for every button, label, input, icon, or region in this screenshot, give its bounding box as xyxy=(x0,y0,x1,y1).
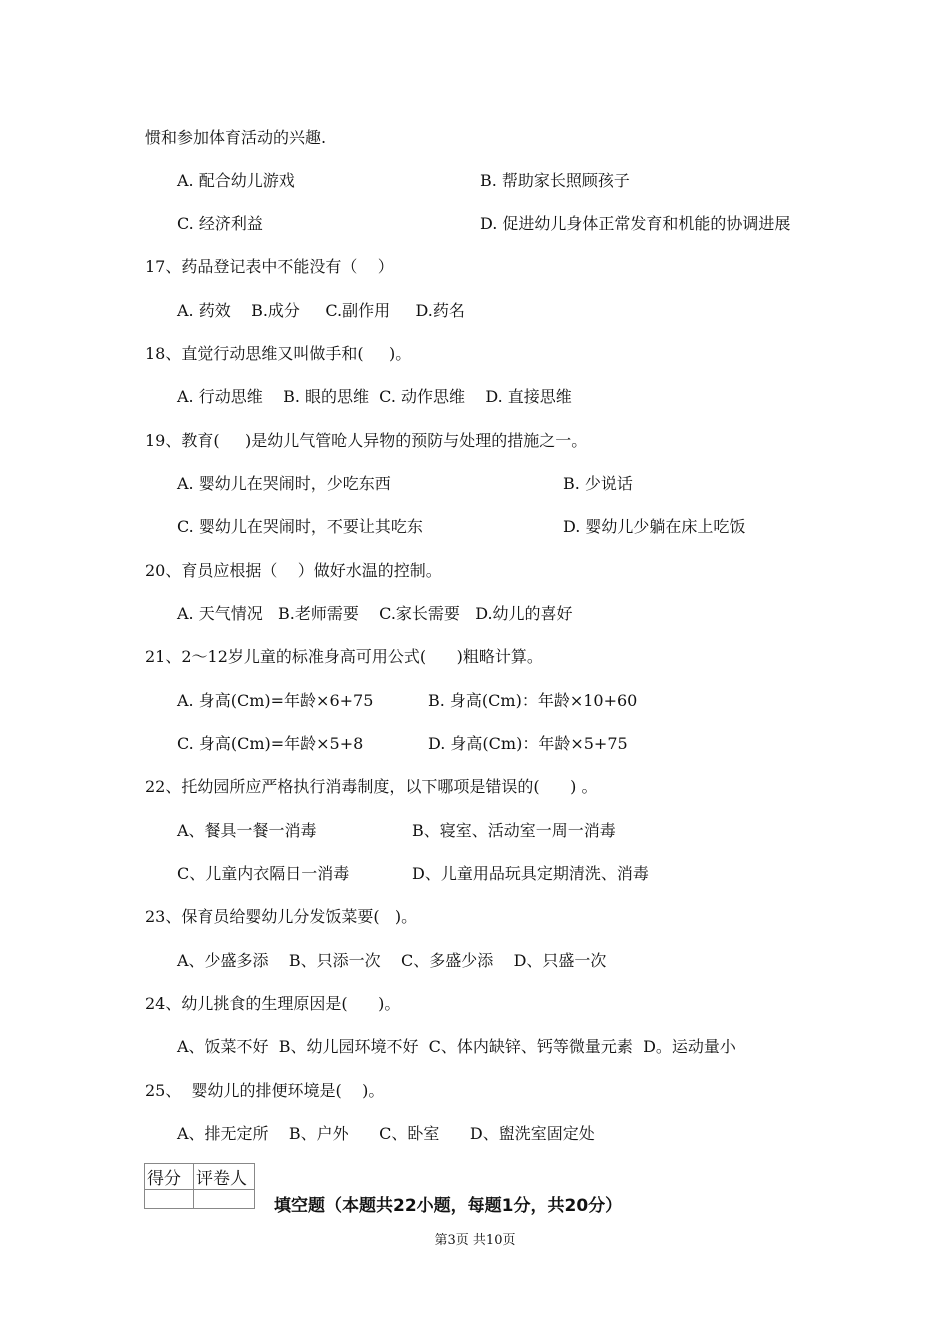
q21-option-b: B. 身高(Cm)：年龄×10+60 xyxy=(428,691,638,710)
q19-option-c: C. 婴幼儿在哭闹时，不要让其吃东 xyxy=(177,517,423,536)
section-title: 填空题（本题共22小题，每题1分，共20分） xyxy=(274,1196,623,1216)
q22-option-c: C、儿童内衣隔日一消毒 xyxy=(177,864,350,883)
score-cell[interactable] xyxy=(145,1190,194,1209)
q20-options: A. 天气情况 B.老师需要 C.家长需要 D.幼儿的喜好 xyxy=(177,604,573,623)
reviewer-label: 评卷人 xyxy=(194,1164,255,1190)
q22-option-b: B、寝室、活动室一周一消毒 xyxy=(412,821,616,840)
q17-stem: 17、药品登记表中不能没有（ ） xyxy=(145,257,394,276)
q21-option-d: D. 身高(Cm)：年龄×5+75 xyxy=(428,734,628,753)
q20-stem: 20、育员应根据（ ）做好水温的控制。 xyxy=(145,561,442,580)
score-label: 得分 xyxy=(145,1164,194,1190)
q22-option-d: D、儿童用品玩具定期清洗、消毒 xyxy=(412,864,649,883)
reviewer-cell[interactable] xyxy=(194,1190,255,1209)
q16-option-b: B. 帮助家长照顾孩子 xyxy=(480,171,630,190)
q24-stem: 24、幼儿挑食的生理原因是( )。 xyxy=(145,994,401,1013)
q22-stem: 22、托幼园所应严格执行消毒制度，以下哪项是错误的( ) 。 xyxy=(145,777,598,796)
q16-option-c: C. 经济利益 xyxy=(177,214,263,233)
q25-stem: 25、 婴幼儿的排便环境是( )。 xyxy=(145,1081,385,1100)
q23-options: A、少盛多添 B、只添一次 C、多盛少添 D、只盛一次 xyxy=(177,951,607,970)
q18-stem: 18、直觉行动思维又叫做手和( )。 xyxy=(145,344,412,363)
intro-tail: 惯和参加体育活动的兴趣. xyxy=(145,128,327,147)
q17-options: A. 药效 B.成分 C.副作用 D.药名 xyxy=(177,301,465,320)
q22-option-a: A、餐具一餐一消毒 xyxy=(177,821,317,840)
q24-options: A、饭菜不好 B、幼儿园环境不好 C、体内缺锌、钙等微量元素 D。运动量小 xyxy=(177,1037,736,1056)
q19-option-a: A. 婴幼儿在哭闹时，少吃东西 xyxy=(177,474,391,493)
score-box xyxy=(144,1163,255,1209)
q23-stem: 23、保育员给婴幼儿分发饭菜要( )。 xyxy=(145,907,418,926)
q21-stem: 21、2～12岁儿童的标准身高可用公式( )粗略计算。 xyxy=(145,647,543,666)
q21-option-a: A. 身高(Cm)=年龄×6+75 xyxy=(177,691,374,710)
page-footer: 第3页 共10页 xyxy=(434,1233,516,1248)
q21-option-c: C. 身高(Cm)=年龄×5+8 xyxy=(177,734,364,753)
q18-options: A. 行动思维 B. 眼的思维 C. 动作思维 D. 直接思维 xyxy=(177,387,572,406)
q19-option-b: B. 少说话 xyxy=(563,474,633,493)
q19-option-d: D. 婴幼儿少躺在床上吃饭 xyxy=(563,517,746,536)
q16-option-d: D. 促进幼儿身体正常发育和机能的协调进展 xyxy=(480,214,791,233)
q25-options: A、排无定所 B、户外 C、卧室 D、盥洗室固定处 xyxy=(177,1124,595,1143)
q19-stem: 19、教育( )是幼儿气管呛人异物的预防与处理的措施之一。 xyxy=(145,431,588,450)
q16-option-a: A. 配合幼儿游戏 xyxy=(177,171,295,190)
